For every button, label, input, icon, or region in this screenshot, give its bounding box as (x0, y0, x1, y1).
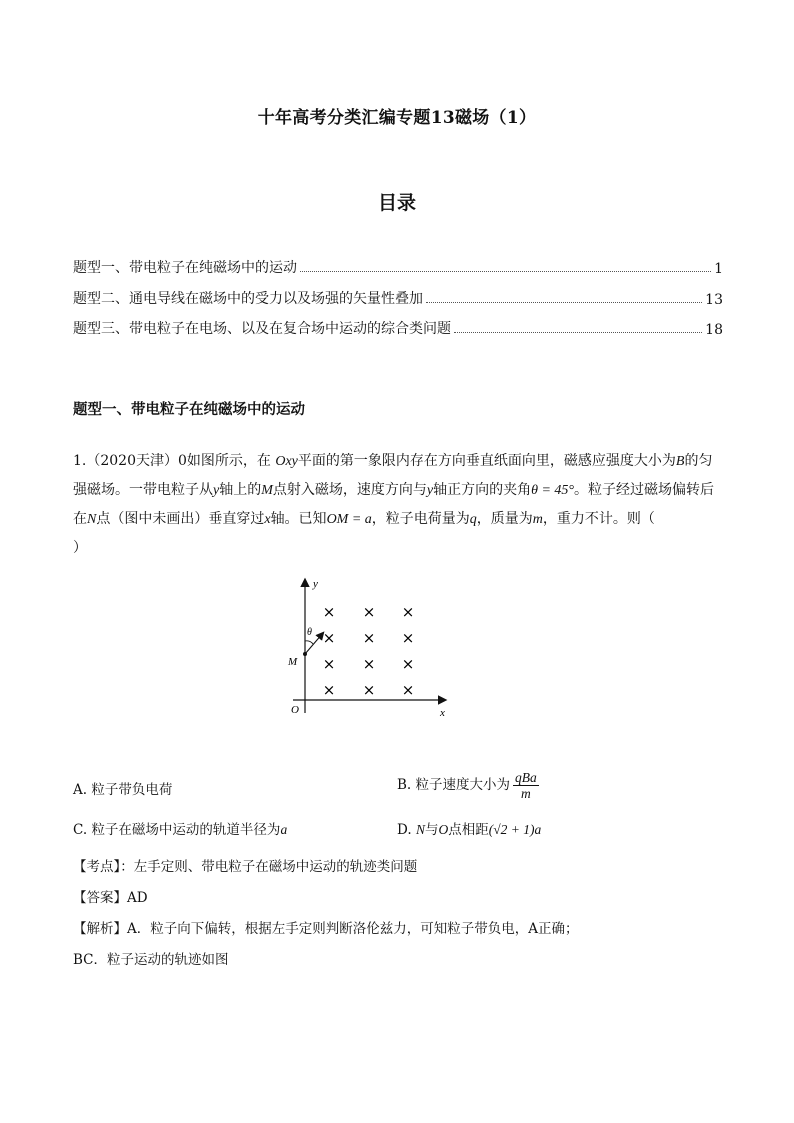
option-b[interactable]: B. 粒子速度大小为 $\frac{\text{qBa}}{m}$ (397, 770, 537, 801)
angle-arc (305, 641, 313, 644)
toc-item-label: 题型一、带电粒子在纯磁场中的运动 (73, 260, 297, 276)
document-title: 十年高考分类汇编专题13磁场（1） (257, 108, 537, 128)
option-d[interactable]: D. N与O点相距(√2 + 1)a (397, 822, 542, 838)
field-cross: × (322, 655, 336, 673)
answer-line: 【答案】AD (73, 890, 148, 906)
angle-expression: θ = 45° (531, 483, 575, 498)
x-axis-label: x (440, 707, 445, 719)
angle-label: θ (307, 627, 312, 638)
point-m-label: M (288, 656, 298, 668)
toc-item[interactable] (73, 255, 723, 277)
field-cross: × (322, 629, 336, 647)
analysis-line: 【解析】A．粒子向下偏转，根据左手定则判断洛伦兹力，可知粒子带负电，A正确； (73, 921, 579, 937)
answer-value: AD (127, 890, 148, 906)
option-a[interactable]: A. 粒子带负电荷 (73, 782, 173, 798)
toc-item-page: 18 (705, 322, 723, 338)
toc-heading: 目录 (377, 192, 416, 214)
toc-item-page: 1 (714, 261, 723, 277)
option-c[interactable]: C. 粒子在磁场中运动的轨道半径为a (73, 822, 288, 838)
question-number: 1. (73, 453, 87, 469)
question-stem: 1.（2020天津）0如图所示，在 Oxy平面的第一象限内存在方向垂直纸面向里，磁感应强度大小为B的匀强磁场。一带电粒子从y轴上的M点射入磁场，速度方向与y轴正方向的夹角θ = 45°。粒子经过磁场偏转后在N点（图中未画出）垂直穿过x轴。已知OM = a，粒子电荷量为q，质量为m，重力不计。则（ ） (73, 453, 715, 556)
field-cross: × (322, 603, 336, 621)
field-cross: × (401, 681, 415, 699)
field-cross: × (401, 629, 415, 647)
magnetic-field-figure (283, 575, 453, 720)
section-heading: 题型一、带电粒子在纯磁场中的运动 (73, 401, 305, 418)
toc-item[interactable] (73, 316, 723, 338)
toc-item[interactable] (73, 286, 723, 308)
field-cross: × (362, 681, 376, 699)
field-cross: × (401, 603, 415, 621)
toc-item-page: 13 (705, 292, 723, 308)
toc-leader (300, 271, 711, 272)
origin-label: O (291, 704, 299, 716)
toc-item-label: 题型二、通电导线在磁场中的受力以及场强的矢量性叠加 (73, 291, 423, 307)
toc-leader (454, 332, 702, 333)
velocity-fraction: $\frac{\text{qBa}}{m}$ (515, 770, 537, 801)
analysis-bc-line: BC．粒子运动的轨迹如图 (73, 952, 229, 968)
kaodian-line: 【考点】：左手定则、带电粒子在磁场中运动的轨迹类问题 (73, 859, 418, 875)
field-cross: × (362, 655, 376, 673)
magnetic-field-crosses (323, 603, 415, 699)
field-cross: × (401, 655, 415, 673)
toc-leader (426, 302, 702, 303)
om-expression: OM = a (326, 512, 372, 527)
field-cross: × (362, 603, 376, 621)
y-axis-label: y (313, 578, 318, 590)
field-cross: × (322, 681, 336, 699)
field-cross: × (362, 629, 376, 647)
toc-item-label: 题型三、带电粒子在电场、以及在复合场中运动的综合类问题 (73, 321, 451, 337)
